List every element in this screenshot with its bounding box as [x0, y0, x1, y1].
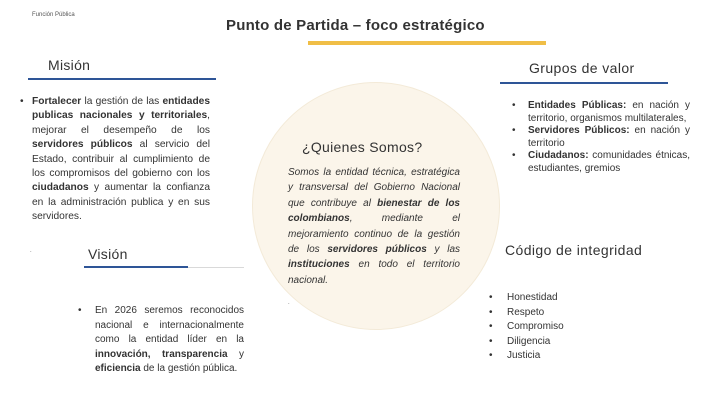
grupo-text: en nación y territorio — [528, 125, 690, 149]
bullet-icon: • — [489, 292, 493, 303]
quienes-segment: Somos la entidad técnica, estratégica y transversal del Gobierno Nacional que contribuye al — [288, 167, 460, 209]
valores-list — [489, 291, 564, 364]
vision-segment: En 2026 seremos reconocidos nacional e internacionalmente como la entidad líder en la — [95, 305, 244, 346]
bullet-icon: • — [512, 100, 516, 111]
vision-block — [78, 304, 244, 377]
vision-text — [95, 304, 244, 377]
vision-underline — [84, 266, 188, 268]
quienes-segment: instituciones — [288, 259, 350, 271]
bullet-icon: • — [489, 306, 493, 318]
vision-segment: eficiencia — [95, 363, 141, 375]
valor-text: Compromiso — [507, 321, 564, 333]
valor-text: Honestidad — [507, 292, 558, 303]
codigo-heading: Código de integridad — [505, 242, 643, 258]
grupo-label: Ciudadanos: — [528, 150, 589, 162]
mision-text — [32, 95, 210, 225]
mision-heading: Misión — [48, 57, 91, 73]
list-item — [489, 291, 564, 306]
bullet-icon: • — [20, 96, 24, 107]
vision-segment: de la gestión pública. — [140, 363, 238, 375]
quienes-text — [288, 165, 460, 288]
grupos-heading: Grupos de valor — [529, 60, 635, 76]
quienes-segment: y las — [426, 244, 461, 256]
list-item — [489, 335, 564, 350]
grupo-text: comunidades étnicas, estudiantes, gremios — [528, 150, 690, 174]
vision-segment: y — [227, 348, 244, 360]
grupo-label: Entidades Públicas: — [528, 100, 627, 111]
list-item — [489, 320, 564, 335]
vision-segment: innovación, transparencia — [95, 348, 228, 360]
mision-segment: al servicio del Estado, contribuir al cumplimiento de los compromisos del gobierno con los — [32, 139, 210, 180]
valor-text: Diligencia — [507, 335, 551, 347]
bullet-icon: • — [78, 305, 82, 316]
vision-underline-light — [188, 267, 244, 268]
mision-segment: ciudadanos — [32, 182, 89, 194]
grupo-text: en nación y territorio, organismos multilaterales, — [528, 100, 690, 124]
mision-segment: y aumentar la confianza en la administración publica y en sus servidores. — [32, 182, 210, 223]
vision-heading: Visión — [88, 246, 128, 262]
quienes-segment: servidores públicos — [327, 244, 427, 256]
bullet-icon: • — [512, 150, 516, 162]
grupo-label: Servidores Públicos: — [528, 125, 630, 137]
bullet-icon: • — [489, 321, 493, 333]
dot-marker: . — [30, 248, 32, 254]
grupos-list — [512, 100, 690, 176]
quienes-segment: , mediante el mejoramiento continuo de la gestión de los — [288, 213, 460, 256]
mision-segment: , mejorar el desempeño de los — [32, 110, 210, 136]
quienes-segment: en todo el territorio nacional. — [288, 259, 460, 286]
title-underline — [308, 41, 546, 45]
mision-segment: la gestión de las — [81, 96, 163, 107]
mision-segment: servidores públicos — [32, 139, 133, 151]
list-item — [512, 150, 690, 175]
valor-text: Justicia — [507, 350, 541, 362]
quienes-segment: bienestar de los colombianos — [288, 197, 460, 225]
grupos-underline — [500, 82, 668, 84]
dot-marker: . — [288, 300, 290, 306]
list-item — [512, 125, 690, 150]
list-item — [489, 349, 564, 364]
brand-label: Función Pública — [32, 12, 75, 18]
mision-segment: Fortalecer — [32, 96, 82, 107]
list-item — [512, 100, 690, 125]
quienes-heading: ¿Quienes Somos? — [302, 139, 423, 155]
bullet-icon: • — [512, 125, 516, 137]
mision-underline — [28, 78, 216, 80]
page-title: Punto de Partida – foco estratégico — [226, 17, 485, 34]
list-item — [489, 306, 564, 321]
bullet-icon: • — [489, 335, 493, 347]
mision-block — [20, 95, 210, 225]
bullet-icon: • — [489, 350, 493, 362]
valor-text: Respeto — [507, 306, 545, 318]
mision-segment: entidades publicas nacionales y territoriales — [32, 96, 210, 122]
